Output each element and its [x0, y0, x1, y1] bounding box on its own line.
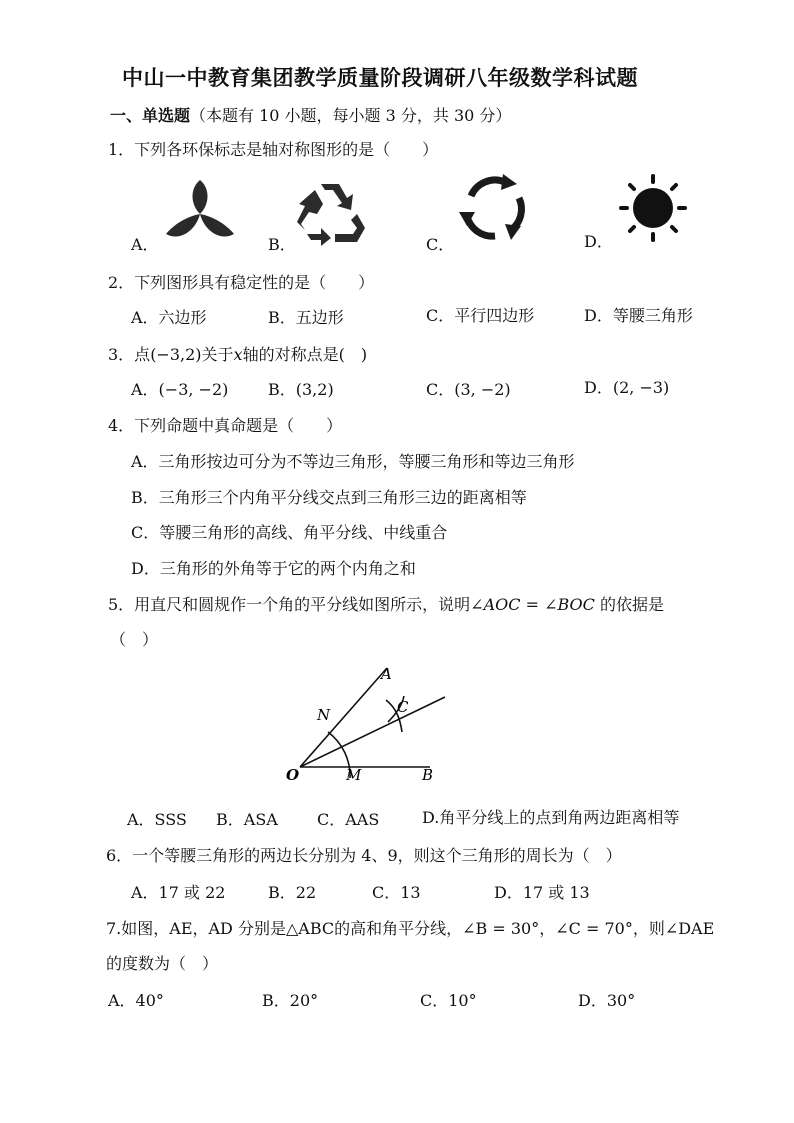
label-o: O: [286, 766, 300, 784]
question-3-point: (−3,2): [150, 345, 202, 364]
question-5-option-b: B．ASA: [216, 810, 278, 829]
question-2-option-a: A．六边形: [131, 308, 207, 327]
label-n: N: [317, 706, 331, 724]
page-title: 中山一中教育集团教学质量阶段调研八年级数学科试题: [122, 65, 638, 90]
question-5-equals: =: [520, 595, 545, 614]
question-7-option-d: D．30°: [578, 991, 636, 1010]
question-4-option-d: D．三角形的外角等于它的两个内角之和: [131, 559, 416, 578]
question-6-option-d: D．17 或 13: [494, 883, 590, 902]
question-5-stem-post: 的依据是: [594, 595, 665, 614]
question-7-stem-line2: 的度数为（ ）: [106, 954, 219, 973]
section-heading: [110, 103, 511, 126]
question-6-option-a: A．17 或 22: [131, 883, 226, 902]
question-4-option-b: B．三角形三个内角平分线交点到三角形三边的距离相等: [131, 488, 527, 507]
label-b: B: [422, 766, 434, 784]
question-5-stem-line2: （ ）: [110, 630, 159, 649]
label-c: C: [397, 698, 409, 716]
question-4-stem: 4．下列命题中真命题是（ ）: [108, 416, 343, 435]
question-2-option-d: D．等腰三角形: [584, 306, 693, 325]
label-a: A: [381, 665, 392, 683]
circular-arrows-icon: [455, 172, 531, 244]
question-1-option-d: D．: [584, 232, 613, 251]
question-1-option-c: C．: [426, 235, 455, 254]
question-1-option-a: A．: [131, 235, 159, 254]
question-3-option-b: B．(3,2): [268, 380, 334, 399]
question-7-option-b: B．20°: [262, 991, 319, 1010]
question-2-option-c: C．平行四边形: [426, 306, 535, 325]
question-7-option-c: C．10°: [420, 991, 477, 1010]
question-5-stem: [108, 592, 664, 615]
question-3-option-d: D．(2, −3): [584, 378, 670, 397]
question-5-option-d: D.角平分线上的点到角两边距离相等: [422, 808, 680, 827]
question-6-option-b: B．22: [268, 883, 317, 902]
question-5-option-a: A．SSS: [127, 810, 187, 829]
question-6-option-c: C．13: [372, 883, 421, 902]
section-note: （本题有 10 小题，每小题 3 分，共 30 分）: [190, 106, 512, 125]
sun-icon: [616, 172, 690, 244]
trefoil-leaf-icon: [160, 178, 240, 246]
question-3-variable: x: [233, 345, 243, 364]
question-5-angle-boc: ∠BOC: [544, 595, 595, 614]
question-1-option-b: B．: [268, 235, 296, 254]
question-5-option-c: C．AAS: [317, 810, 380, 829]
ray-oa: [300, 668, 387, 767]
section-heading-label: 一、单选题: [110, 106, 191, 125]
recycle-arrows-icon: [295, 178, 367, 248]
question-3-option-a: A．(−3, −2): [131, 380, 229, 399]
question-3-option-c: C．(3, −2): [426, 380, 511, 399]
question-1-stem: 1．下列各环保标志是轴对称图形的是（ ）: [108, 140, 439, 159]
question-2-stem: 2．下列图形具有稳定性的是（ ）: [108, 273, 375, 292]
question-7-stem-line1: 7.如图，AE，AD 分别是△ABC的高和角平分线，∠B = 30°，∠C = 70°，则∠DAE: [106, 919, 715, 938]
question-2-option-b: B．五边形: [268, 308, 344, 327]
question-5-angle-aoc: ∠AOC: [470, 595, 521, 614]
question-3-stem-post: 轴的对称点是( ): [242, 345, 368, 364]
question-5-stem-pre: 5．用直尺和圆规作一个角的平分线如图所示，说明: [108, 595, 471, 614]
question-3-stem: [108, 342, 367, 365]
label-m: M: [346, 766, 362, 784]
question-4-option-a: A．三角形按边可分为不等边三角形，等腰三角形和等边三角形: [131, 452, 575, 471]
question-3-stem-mid: 关于: [201, 345, 234, 364]
question-3-stem-pre: 3．点: [108, 345, 151, 364]
question-6-stem: 6．一个等腰三角形的两边长分别为 4、9，则这个三角形的周长为（ ）: [106, 846, 622, 865]
question-7-option-a: A．40°: [108, 991, 164, 1010]
angle-bisector-figure: [280, 660, 460, 790]
question-4-option-c: C．等腰三角形的高线、角平分线、中线重合: [131, 523, 448, 542]
